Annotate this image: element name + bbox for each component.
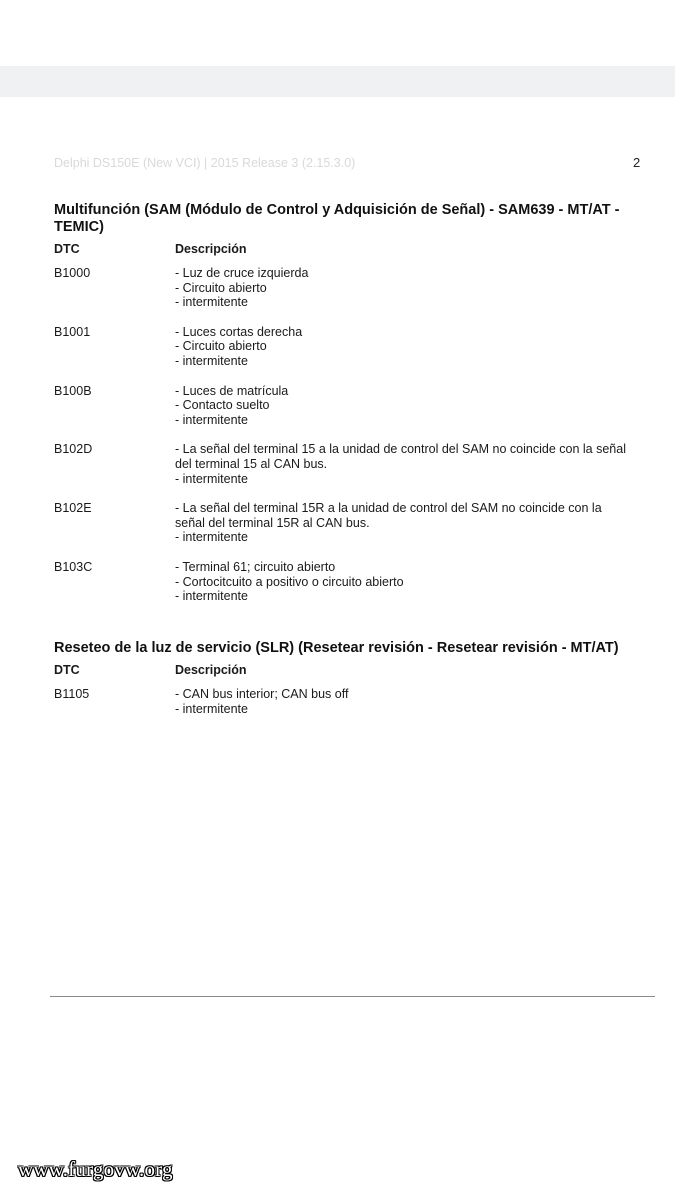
table-row: [54, 687, 634, 716]
section-sam: [54, 202, 634, 604]
table-row: [54, 560, 634, 604]
dtc-code: B1000: [54, 266, 91, 280]
description-line: - La señal del terminal 15 a la unidad de control del SAM no coincide con la señal del terminal 15 al CAN bus.: [175, 442, 626, 471]
page-number: 2: [633, 155, 641, 170]
section-slr: [54, 640, 634, 716]
description-line: - Luces cortas derecha: [175, 324, 303, 339]
section-title: Multifunción (SAM (Módulo de Control y Adquisición de Señal) - SAM639 - MT/AT - TEMIC): [54, 202, 620, 235]
description-line: - intermitente: [175, 701, 248, 716]
dtc-code: B1001: [54, 324, 91, 339]
description-line: - CAN bus interior; CAN bus off: [175, 687, 349, 701]
column-header-description: Descripción: [175, 663, 247, 677]
description-line: - intermitente: [175, 295, 248, 310]
dtc-description: [175, 266, 634, 310]
dtc-description: [175, 687, 634, 716]
column-header-description: Descripción: [175, 242, 247, 256]
description-line: - intermitente: [175, 353, 248, 368]
column-header-dtc: DTC: [54, 663, 80, 677]
description-line: - Luz de cruce izquierda: [175, 266, 309, 280]
description-line: - La señal del terminal 15R a la unidad de control del SAM no coincide con la señal del terminal 15R al CAN bus.: [175, 501, 602, 530]
dtc-description: [175, 442, 634, 486]
description-line: - intermitente: [175, 412, 248, 427]
bottom-divider: [50, 996, 655, 997]
dtc-description: [175, 560, 634, 604]
top-bar: [0, 66, 675, 97]
table-header: [54, 242, 634, 256]
table-header: [54, 663, 634, 677]
description-line: - Circuito abierto: [175, 280, 267, 295]
description-line: - Terminal 61; circuito abierto: [175, 559, 336, 574]
dtc-code: B1105: [54, 687, 90, 701]
description-line: - Circuito abierto: [175, 339, 267, 354]
description-line: - Contacto suelto: [175, 398, 270, 413]
description-line: - intermitente: [175, 471, 248, 486]
document-header: Delphi DS150E (New VCI) | 2015 Release 3 (2.15.3.0): [54, 156, 356, 170]
table-row: [54, 266, 634, 310]
dtc-description: [175, 325, 634, 369]
dtc-description: [175, 501, 634, 545]
column-header-dtc: DTC: [54, 242, 80, 256]
description-line: - intermitente: [175, 589, 248, 604]
table-row: [54, 325, 634, 369]
dtc-description: [175, 384, 634, 428]
table-row: [54, 442, 634, 486]
dtc-code: B102D: [54, 442, 93, 457]
description-line: - intermitente: [175, 530, 248, 545]
description-line: - Cortocitcuito a positivo o circuito abierto: [175, 574, 404, 589]
dtc-code: B103C: [54, 559, 93, 574]
dtc-code: B100B: [54, 383, 92, 398]
dtc-code: B102E: [54, 501, 92, 516]
description-line: - Luces de matrícula: [175, 383, 289, 398]
table-row: [54, 501, 634, 545]
table-row: [54, 384, 634, 428]
watermark: www.furgovw.org: [18, 1157, 173, 1181]
section-title: Reseteo de la luz de servicio (SLR) (Resetear revisión - Resetear revisión - MT/AT): [54, 640, 619, 656]
